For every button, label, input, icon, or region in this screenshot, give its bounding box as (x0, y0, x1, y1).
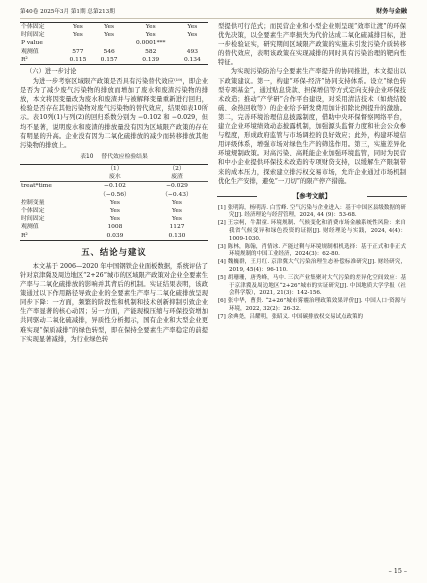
page-number: – 15 – (388, 568, 407, 575)
table-row: 观测值 1008 1127 (21, 224, 185, 231)
table-row: 控制变量 Yes Yes (21, 199, 182, 206)
table-caption (20, 153, 208, 162)
body-paragraph: 本文基于 2006—2020 年中国钢铁企业面板数据，系统评估了针对京津冀及周边地区“2+26”城市的区域限产政策对企业全要素生产率与二氧化硫排放的影响并其背后的机制。实证结果表明，该政策通过以下作用路径导致企业的全要素生产率与二氧化硫排放呈现同步下降：一方面，频繁的阶段性和机制和技术创新抑制引致企业生产率显著的核心动因；另一方面，产能现模压缩与环保投资增加共同驱动二氧化硫减排，异质性分析揭示，国有企业和大型企业更难实现“保质减排”的绿色转型，即在保持全要素生产率稳定的前提下实现显著减排，为行业绿色转 (20, 262, 208, 343)
subsection-heading: （六）进一步讨论 (26, 68, 77, 76)
references-heading: 【参考文献】 (257, 192, 367, 201)
page-header (20, 6, 407, 19)
reference-item: [4] 魏巍群，王月红. 京津冀大气污染治理生态补偿标准研究[J]. 财经研究，2019, 45(4)：96-110. (218, 259, 406, 274)
table-row: 个体固定 Yes Yes (21, 207, 182, 214)
journal-issue-info: 第40卷 2025年3月 第1期 总第213期 (20, 9, 115, 15)
reference-item: [3] 陈林，陈翰，肖情冰. 产能过剩与环境规制相机选择：基于正式和非正式环境规制的中国工业经济，2024(3)：62-80. (218, 243, 406, 258)
table-top-continuation (20, 22, 208, 65)
table-row: 观测值 577 546 582 493 (21, 48, 198, 55)
table-row: （−0.56） （−0.43） (100, 191, 192, 198)
table-row: P value 0.0001*** (21, 40, 166, 47)
journal-section-title: 财务与金融 (376, 8, 407, 15)
table-header-row: （1） （2） (20, 164, 208, 173)
right-column (218, 22, 406, 322)
body-paragraph: 型提供可行范式；而民营企业和小型企业则呈现“效率让渡”的环保优先决策，以全要素生产率损失为代价达成二氧化硫减排目标，进一步检验证实，研究期间区域限产政策的实施未引发污染介质转移的替代效应，表明该政策在实现减排的同时具有污染治理的靶向性特征。 (218, 23, 406, 67)
table-row: treat*time −0.102 −0.029 (20, 182, 208, 191)
table-number: 表10 (80, 153, 94, 160)
table-row: R² 0.115 0.157 0.139 0.134 (20, 56, 208, 65)
table-10 (20, 164, 208, 241)
table-row: R² 0.039 0.130 (20, 232, 208, 241)
reference-item: [1] 张明海，杨明涛. 白雪峰. 空气污染与企业进入：基于中国区县级数据的研究[J]. 经济理论与经营管理，2024, 44 (9)：53-68. (218, 204, 406, 219)
table-title: 替代效应检验结果 (101, 153, 148, 160)
table-row: 个体固定 Yes Yes Yes Yes (20, 23, 208, 32)
reference-item: [5] 胡珊珊，唐秀峰，马中. 三次产业集聚对大气污染的差异化空间效应：基于京津冀及周边地区“2+26”城市的实证研究[J]. 中国地质大学学报（社会科学版），2021, 21(3)：142-156. (218, 274, 406, 297)
table-header-row: 废水 废渣 (109, 174, 183, 181)
body-paragraph: 为进一步考察区域限产政策是否具有污染替代效应⁽¹⁹⁾，即企业是否为了减少废气污染物的排放而增加了废水和废渣污染物的排放，本文将因变量改为废水和废渣并与被解释变量重新进行回归，检验是否存在其他污染物对废气污染物的替代效应，结果如表10所示。表10列(1)与列(2)的回归系数分别为 −0.102 和 −0.029，但均不显著，说明废水和废渣的排放量没有因为区域限产政策的存在有明显的升高。企业没有因为二氧化硫排放的减少而转移排放其他污染物的排放上。 (20, 78, 208, 149)
table-row: 时间固定 Yes Yes Yes Yes (21, 32, 198, 39)
reference-item: [7] 余典尧，吕耀明，张昭义. 中国碳排放权交易试点政策的 (218, 313, 364, 320)
table-row: 时间固定 Yes Yes (21, 216, 182, 223)
reference-item: [2] 王宗柯，牛甜童. 环境规制、气候变化和消费市场金融系统性风险：来自我省气候变异和绿色投资的证据[J]. 财经理论与实践，2024, 4(4)：1009-1030. (218, 220, 406, 242)
body-paragraph: 为实现污染防治与全要素生产率提升的协同推进，本文提出以下政策建议。第一，构建“环保-经济”协同支持体系。设立“绿色转型专项基金”，通过贴息贷款、担保增信等方式定向支持企业环保技术改造；推动“产学研”合作平台建设，对采用清洁技术（如烧结脱硫、余热回收等）的企业给予研发费用加计扣除比例提升的激励。第二，完善环境治理信息披露制度，借助中央环保督察网络平台，建立企业环境绩效动态披露机制，加强源头监督力度和社会公众参与程度，形成政府监管与市场调控的良好效应；此外，构建环境信用评级体系，增强市场对绿色生产的筛选作用。第三，实施差异化环境规制政策。对高污染、高耗能企业加强环境监管，同时为民营和中小企业提供环保技术改造的专项财贷支持，以缓解生产限制带来的成本压力，探索建立排污权交易市场，允许企业通过市场机制优化生产安排，避免“一刀切”的限产停产措施。 (218, 68, 406, 185)
section-heading: 五、结论与建议 (81, 246, 147, 257)
reference-item: [6] 张中华，曹贵. “2+26”城市雾霾治理政策效果评价[J]. 中国人口·资源与环境，2022, 32(2)：26-32. (218, 298, 406, 313)
left-column (20, 22, 208, 344)
